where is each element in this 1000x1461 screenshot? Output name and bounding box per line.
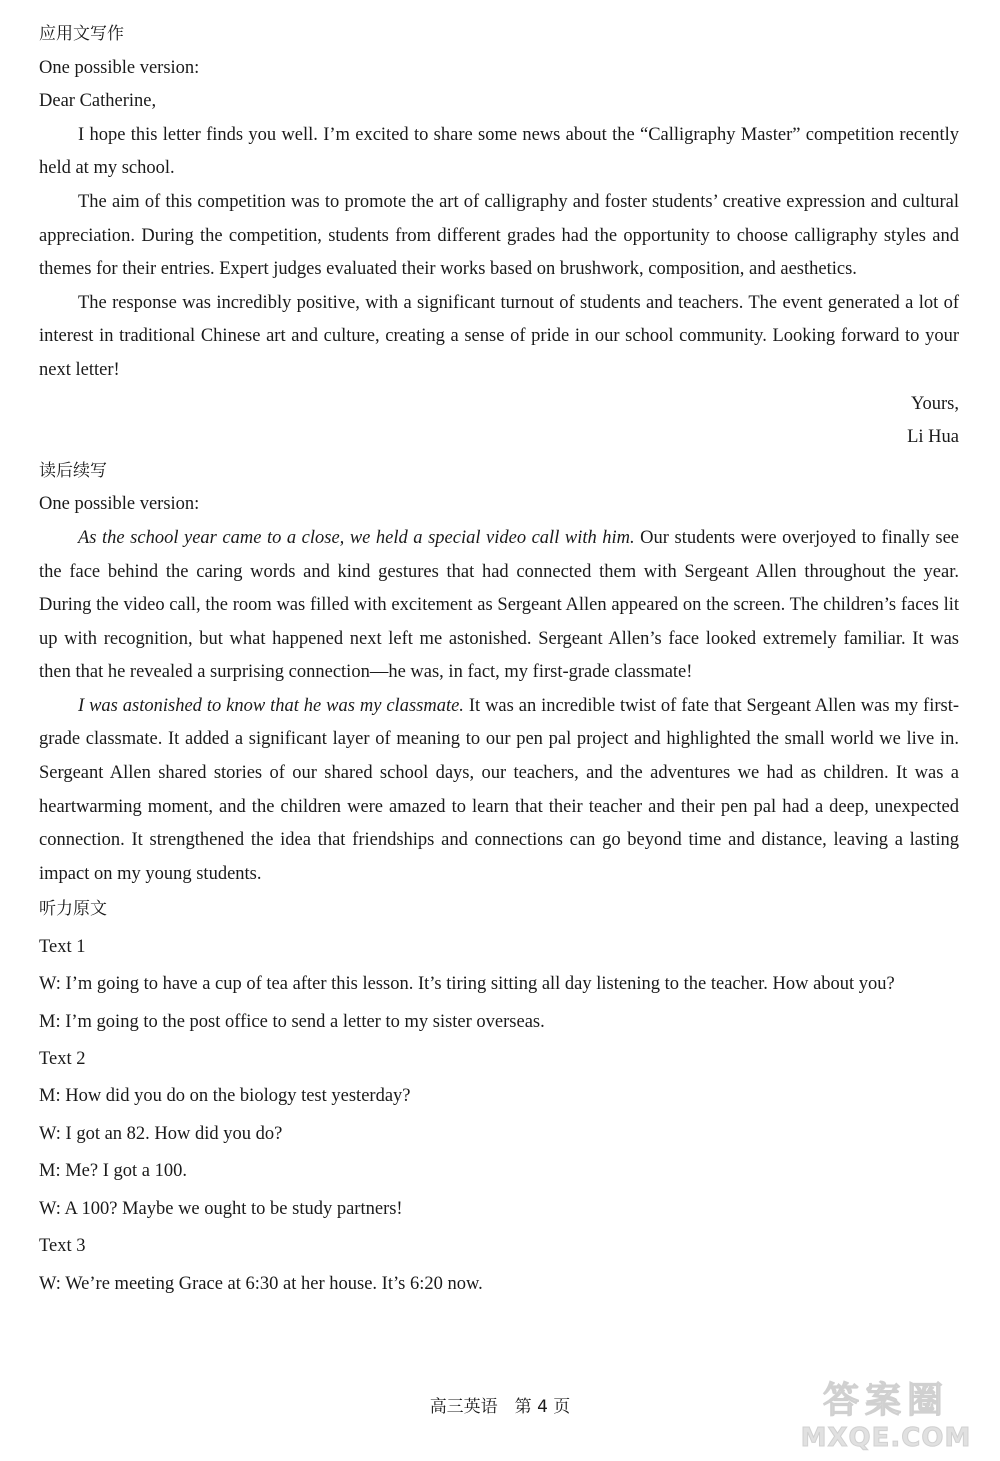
version-label: One possible version: bbox=[39, 57, 200, 78]
story-body: Our students were overjoyed to finally see the face behind the caring words and kind gestures that had connected them with Sergeant Allen throughout the year. During the video call, the room was filled with excitement as Sergeant Allen appeared on the screen. The children’s faces lit up with recognition, but what happened next left me astonished. Sergeant Allen’s face looked extremely familiar. It was then that he revealed a surprising connection—he was, in fact, my first-grade classmate! bbox=[39, 527, 959, 683]
dialog-line: W: A 100? Maybe we ought to be study partners! bbox=[39, 1198, 403, 1219]
site-watermark bbox=[786, 1372, 986, 1460]
dialog-line: W: I got an 82. How did you do? bbox=[39, 1123, 283, 1144]
document-page bbox=[39, 18, 959, 1303]
dialog-line: M: I’m going to the post office to send a letter to my sister overseas. bbox=[39, 1011, 545, 1032]
letter-paragraph: I hope this letter finds you well. I’m excited to share some news about the “Calligraphy Master” competition recently held at my school. bbox=[39, 124, 959, 179]
text-label: Text 2 bbox=[39, 1049, 86, 1070]
story-paragraph bbox=[39, 522, 959, 690]
letter-closing: Yours, bbox=[911, 393, 959, 414]
version-label: One possible version: bbox=[39, 494, 200, 515]
letter-greeting: Dear Catherine, bbox=[39, 91, 157, 112]
story-lead-sentence: I was astonished to know that he was my classmate. bbox=[78, 695, 464, 716]
text-label: Text 1 bbox=[39, 936, 86, 957]
section-heading-listening: 听力原文 bbox=[39, 899, 107, 920]
story-lead-sentence: As the school year came to a close, we held a special video call with him. bbox=[78, 527, 635, 548]
dialog-line: M: Me? I got a 100. bbox=[39, 1161, 187, 1182]
story-paragraph bbox=[39, 690, 959, 892]
section-heading-continuation: 读后续写 bbox=[39, 460, 107, 481]
text-label: Text 3 bbox=[39, 1236, 86, 1257]
section-heading-writing: 应用文写作 bbox=[39, 24, 124, 44]
watermark-logo-text: 答案圈 bbox=[822, 1380, 949, 1421]
letter-paragraph: The aim of this competition was to promote the art of calligraphy and foster students’ creative expression and cultural appreciation. During the competition, students from different grades had the opportunity to choose calligraphy styles and themes for their entries. Expert judges evaluated their works based on brushwork, composition, and aesthetics. bbox=[39, 191, 959, 280]
letter-paragraph: The response was incredibly positive, with a significant turnout of students and teachers. The event generated a lot of interest in traditional Chinese art and culture, creating a sense of pride in our school community. Looking forward to your next letter! bbox=[39, 292, 959, 380]
dialog-line: M: How did you do on the biology test yesterday? bbox=[39, 1086, 411, 1107]
story-body: It was an incredible twist of fate that Sergeant Allen was my first-grade classmate. It added a significant layer of meaning to our pen pal project and highlighted the small world we live in. Sergeant Allen shared stories of our shared school days, our teachers, and the adventures we had as children. It was a heartwarming moment, and the children were amazed to learn that their teacher and their pen pal had a deep, unexpected connection. It strengthened the idea that friendships and connections can go beyond time and distance, leaving a lasting impact on my young students. bbox=[39, 695, 959, 884]
dialog-line: W: I’m going to have a cup of tea after this lesson. It’s tiring sitting all day listening to the teacher. How about you? bbox=[39, 974, 895, 995]
letter-signature: Li Hua bbox=[907, 427, 959, 448]
watermark-url: MXQE.COM bbox=[800, 1423, 972, 1453]
page-footer: 高三英语 第 4 页 bbox=[429, 1397, 571, 1417]
dialog-line: W: We’re meeting Grace at 6:30 at her house. It’s 6:20 now. bbox=[39, 1273, 483, 1294]
